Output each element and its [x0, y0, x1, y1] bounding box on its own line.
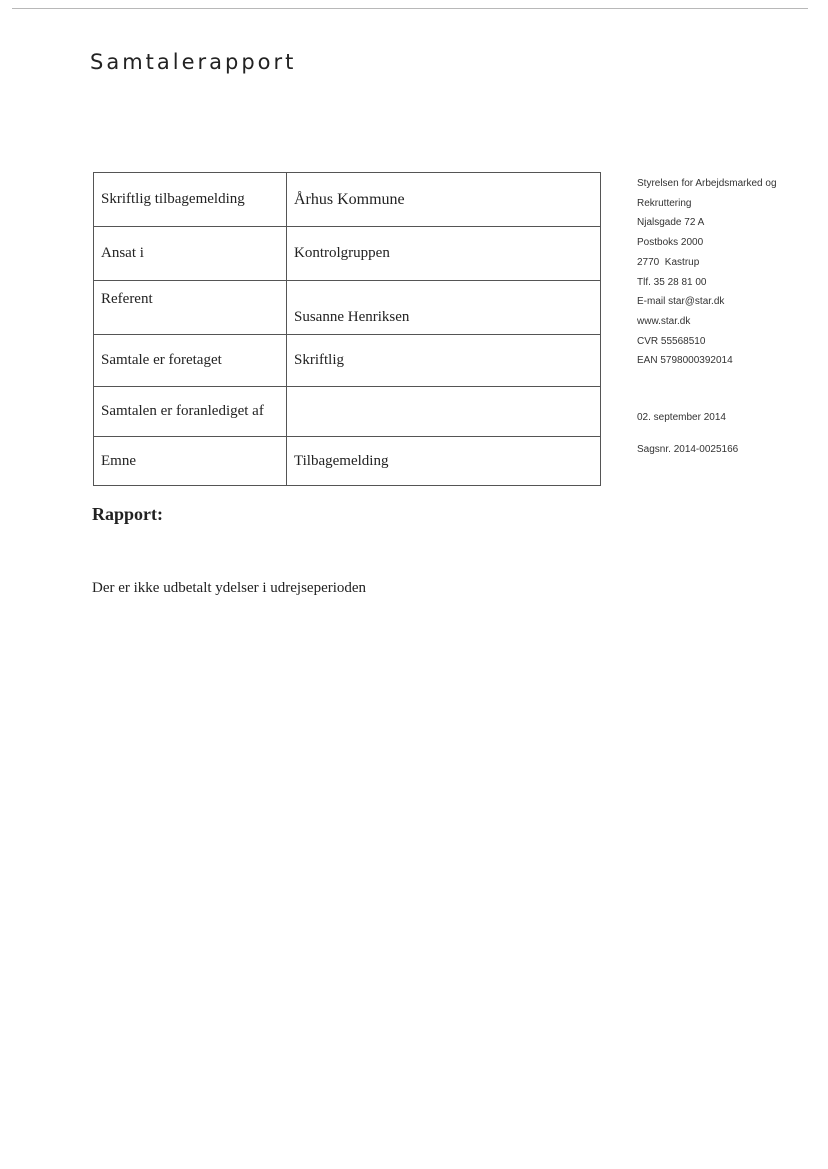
sender-line: 2770 Kastrup [637, 256, 700, 268]
sender-line: EAN 5798000392014 [637, 355, 733, 367]
sender-line: Styrelsen for Arbejdsmarked og [637, 178, 777, 189]
document-title: Samtalerapport [90, 50, 297, 74]
row-value: Susanne Henriksen [287, 281, 601, 335]
row-value [287, 387, 601, 437]
info-table [93, 172, 601, 486]
table-row [94, 227, 601, 281]
row-label: Referent [94, 281, 287, 335]
row-label: Emne [94, 437, 287, 486]
sender-line: Postboks 2000 [637, 237, 704, 249]
sender-line: www.star.dk [637, 315, 691, 327]
sender-line: Tlf. 35 28 81 00 [637, 276, 707, 288]
row-value: Kontrolgruppen [287, 227, 601, 281]
row-label: Samtalen er foranlediget af [94, 387, 287, 437]
sender-line: Njalsgade 72 A [637, 217, 705, 229]
table-row [94, 281, 601, 335]
row-value: Århus Kommune [287, 173, 601, 227]
sender-line: CVR 55568510 [637, 335, 706, 347]
row-label: Samtale er foretaget [94, 335, 287, 387]
sender-address [637, 174, 817, 371]
table-row [94, 335, 601, 387]
row-value: Tilbagemelding [287, 437, 601, 486]
row-label: Ansat i [94, 227, 287, 281]
case-number: Sagsnr. 2014-0025166 [637, 444, 739, 455]
row-label: Skriftlig tilbagemelding [94, 173, 287, 227]
document-date: 02. september 2014 [637, 412, 726, 423]
table-row [94, 437, 601, 486]
top-rule [12, 8, 808, 9]
sender-line: E-mail star@star.dk [637, 296, 725, 308]
sender-line: Rekruttering [637, 197, 692, 209]
table-row [94, 387, 601, 437]
row-value: Skriftlig [287, 335, 601, 387]
report-body: Der er ikke udbetalt ydelser i udrejseperioden [92, 580, 367, 596]
report-heading: Rapport: [92, 504, 163, 524]
table-row [94, 173, 601, 227]
